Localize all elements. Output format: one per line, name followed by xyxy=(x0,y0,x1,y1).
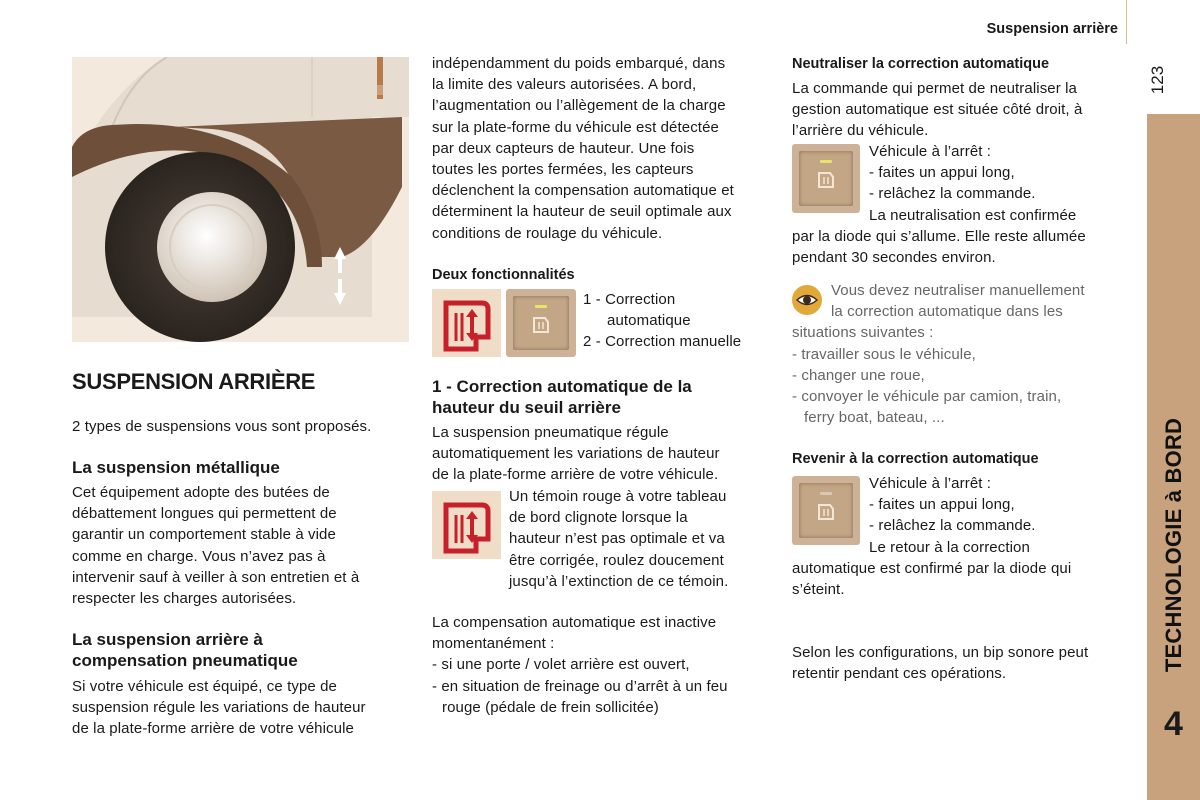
neutralize-text: La commande qui permet de neutraliser la gestion automatique est située côté droit, à l’arrière du véhicule. xyxy=(792,80,1083,140)
chapter-title: TECHNOLOGIE à BORD xyxy=(1160,417,1186,673)
inactive-conditions-text: La compensation automatique est inactive momentanément : - si une porte / volet arrière est ouvert, - en situation de freinage ou d’arrêt à un feu rouge (pédale de frein sollicitée) xyxy=(432,614,728,716)
pneumatic-suspension-text: Si votre véhicule est équipé, ce type de suspension régule les variations de hauteur de la plate-forme arrière de votre véhicule xyxy=(72,678,366,738)
neutralize-confirmation: par la diode qui s’allume. Elle reste allumée pendant 30 secondes environ. xyxy=(792,228,1086,267)
page-header: Suspension arrière xyxy=(986,21,1118,37)
neutralize-note: Vous devez neutraliser manuellement la correction automatique dans les situations suivantes : - travailler sous le véhicule, - changer une roue, - convoyer le véhicule par camion, train, ferry boat, bateau, ... xyxy=(792,282,1085,427)
auto-correction-heading: 1 - Correction automatique de la hauteur du seuil arrière xyxy=(432,377,692,417)
suspension-warning-icon xyxy=(432,491,501,559)
restore-heading: Revenir à la correction automatique xyxy=(792,451,1039,467)
page-number: 123 xyxy=(1148,65,1167,95)
chapter-number: 4 xyxy=(1164,705,1183,743)
rear-wheel-illustration xyxy=(72,57,409,342)
page-title: SUSPENSION ARRIÈRE xyxy=(72,369,316,394)
metal-suspension-heading: La suspension métallique xyxy=(72,458,280,477)
auto-correction-text: La suspension pneumatique régule automatiquement les variations de hauteur de la plate-forme arrière de votre véhicule. xyxy=(432,424,720,484)
restore-confirmation: automatique est confirmé par la diode qui s’éteint. xyxy=(792,560,1072,599)
neutralize-button-icon xyxy=(792,144,860,213)
pneumatic-suspension-heading: La suspension arrière à compensation pneumatique xyxy=(72,630,298,670)
neutralize-heading: Neutraliser la correction automatique xyxy=(792,56,1050,72)
led-on-icon xyxy=(535,305,547,308)
vehicle-lift-icon xyxy=(816,171,836,193)
intro-text: 2 types de suspensions vous sont proposés. xyxy=(72,418,372,435)
continued-text: indépendamment du poids embarqué, dans la limite des valeurs autorisées. A bord, l’augmentation ou l’allègement de la charge sur la plate-forme du véhicule est détectée par deux capteurs de hauteur. Une fois toutes les portes fermées, les capteurs déclenchent la compensation automatique et déterminent la hauteur de seuil optimale aux conditions de roulage du véhicule. xyxy=(432,55,734,242)
restore-steps: Véhicule à l’arrêt : - faites un appui long, - relâchez la commande. Le retour à la correction xyxy=(869,475,1036,556)
header-rule xyxy=(1126,0,1127,44)
restore-button-icon xyxy=(792,476,860,545)
metal-suspension-text: Cet équipement adopte des butées de débattement longues qui permettent de garantir un comportement stable à vide comme en charge. Vous n’avez pas à intervenir sauf à veiller à son entretien et à respecter les charges autorisées. xyxy=(72,484,360,608)
beep-text: Selon les configurations, un bip sonore peut retentir pendant ces opérations. xyxy=(792,644,1089,683)
led-off-icon xyxy=(820,492,832,495)
led-on-icon xyxy=(820,160,832,163)
vehicle-lift-icon xyxy=(816,503,836,525)
neutralize-steps: Véhicule à l’arrêt : - faites un appui long, - relâchez la commande. La neutralisation est confirmée xyxy=(869,143,1077,224)
suspension-button-icon xyxy=(506,289,576,357)
functions-heading: Deux fonctionnalités xyxy=(432,267,575,283)
suspension-warning-icon xyxy=(432,289,501,357)
vehicle-lift-icon xyxy=(531,316,551,338)
warning-light-text: Un témoin rouge à votre tableau de bord clignote lorsque la hauteur n’est pas optimale et va être corrigée, roulez doucement jusqu’à l’extinction de ce témoin. xyxy=(509,488,729,590)
functions-list: 1 - Correction automatique 2 - Correction manuelle xyxy=(583,291,742,351)
